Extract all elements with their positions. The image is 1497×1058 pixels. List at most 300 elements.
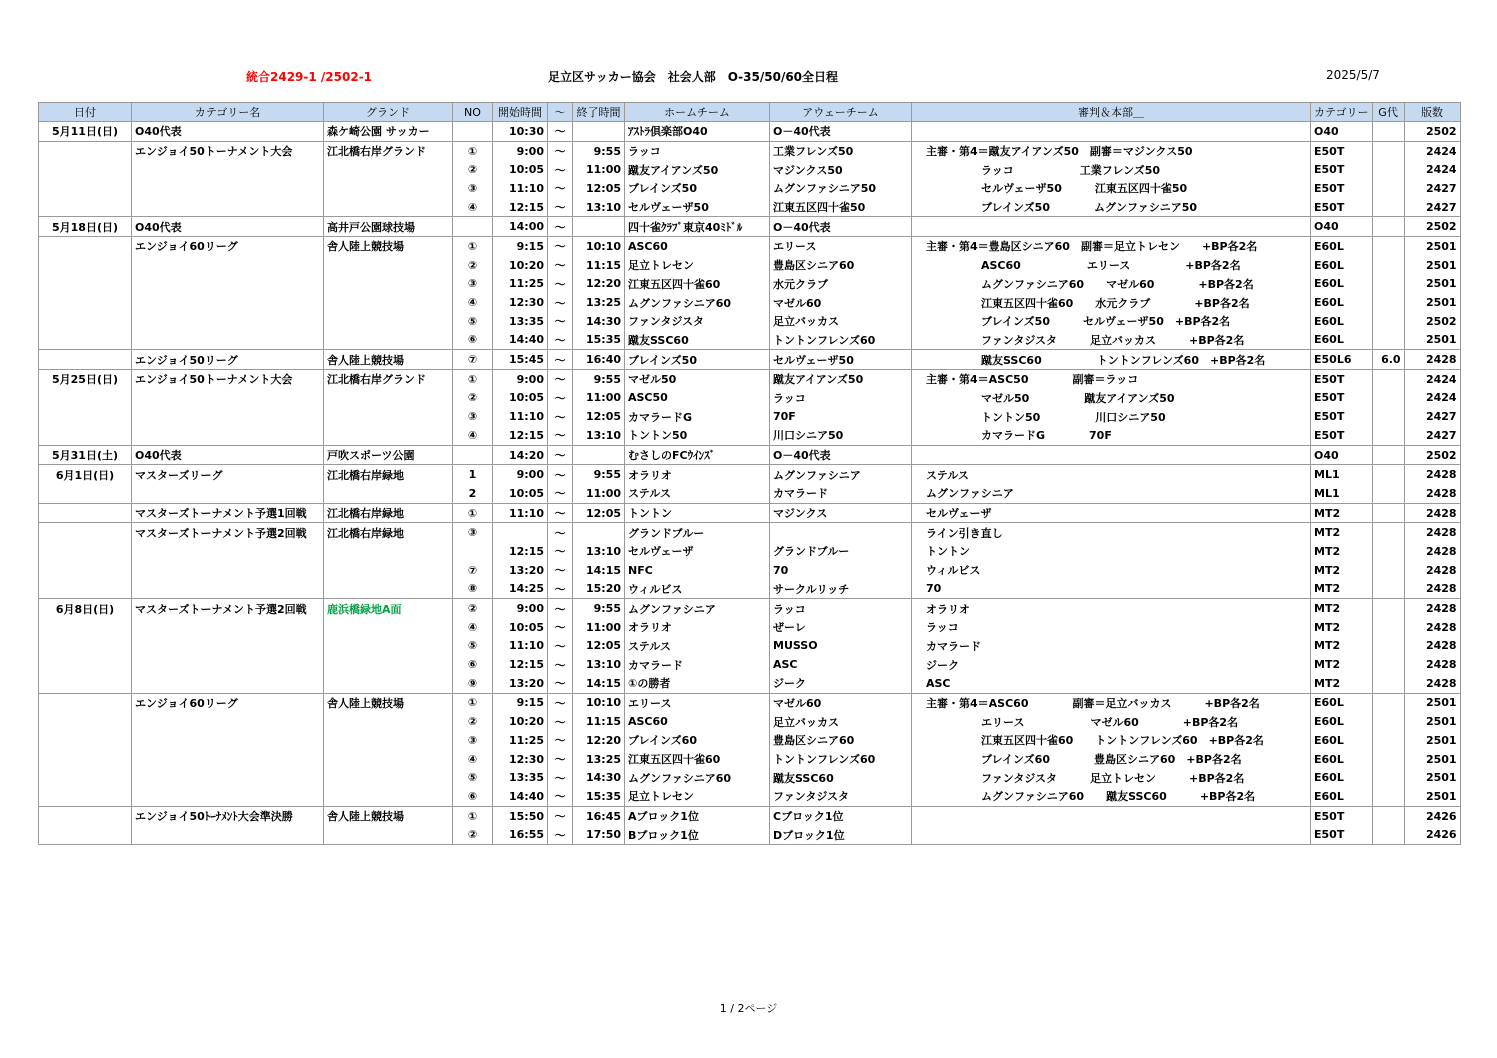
start-time-cell: 9:15: [493, 693, 548, 712]
away-team-cell: O－40代表: [770, 445, 912, 465]
referee-cell: エリース マゼル60 +BP各2名: [912, 712, 1311, 731]
referee-cell: カマラード: [912, 637, 1311, 656]
date-cell: [39, 523, 132, 542]
category-code-cell: E60L: [1311, 787, 1373, 806]
g-fee-cell: [1372, 407, 1404, 426]
date-cell: [39, 655, 132, 674]
table-row: [39, 465, 1461, 484]
ground-cell: [324, 389, 453, 408]
version-cell: 2428: [1404, 350, 1460, 370]
end-time-cell: [573, 217, 625, 237]
end-time-cell: 15:35: [573, 331, 625, 350]
away-team-cell: 蹴友アイアンズ50: [770, 369, 912, 388]
version-cell: 2427: [1404, 407, 1460, 426]
away-team-cell: ムグンファシニア50: [770, 179, 912, 198]
home-team-cell: ムグンファシニア: [625, 599, 770, 618]
start-time-cell: 12:15: [493, 655, 548, 674]
g-fee-cell: [1372, 750, 1404, 769]
match-no-cell: [453, 542, 493, 561]
table-row: [39, 523, 1461, 542]
away-team-cell: 足立バッカス: [770, 712, 912, 731]
tilde-cell: ～: [548, 712, 573, 731]
col-header: ～: [548, 103, 573, 122]
home-team-cell: ①の勝者: [625, 674, 770, 693]
g-fee-cell: [1372, 426, 1404, 445]
home-team-cell: グランドブルー: [625, 523, 770, 542]
date-cell: [39, 787, 132, 806]
away-team-cell: ラッコ: [770, 389, 912, 408]
start-time-cell: 10:05: [493, 160, 548, 179]
version-cell: 2501: [1404, 256, 1460, 275]
g-fee-cell: [1372, 198, 1404, 217]
match-no-cell: ⑥: [453, 787, 493, 806]
home-team-cell: カマラード: [625, 655, 770, 674]
date-cell: [39, 580, 132, 599]
date-cell: 5月11日(日): [39, 122, 132, 142]
tilde-cell: ～: [548, 445, 573, 465]
g-fee-cell: [1372, 787, 1404, 806]
match-no-cell: ①: [453, 806, 493, 825]
category-code-cell: E60L: [1311, 312, 1373, 331]
table-row: [39, 806, 1461, 825]
away-team-cell: 70: [770, 561, 912, 580]
match-no-cell: ③: [453, 275, 493, 294]
match-no-cell: ⑧: [453, 580, 493, 599]
start-time-cell: 10:05: [493, 618, 548, 637]
referee-cell: ブレインズ50 ムグンファシニア50: [912, 198, 1311, 217]
version-cell: 2501: [1404, 787, 1460, 806]
ground-cell: [324, 637, 453, 656]
start-time-cell: 9:00: [493, 369, 548, 388]
category-code-cell: E50L6: [1311, 350, 1373, 370]
start-time-cell: 9:00: [493, 465, 548, 484]
end-time-cell: 14:15: [573, 561, 625, 580]
start-time-cell: 14:40: [493, 787, 548, 806]
category-code-cell: MT2: [1311, 580, 1373, 599]
date-cell: [39, 768, 132, 787]
version-cell: 2428: [1404, 618, 1460, 637]
end-time-cell: 11:00: [573, 618, 625, 637]
document-date: 2025/5/7: [1326, 68, 1380, 82]
table-row: [39, 198, 1461, 217]
tilde-cell: ～: [548, 389, 573, 408]
ground-cell: [324, 580, 453, 599]
version-cell: 2428: [1404, 599, 1460, 618]
referee-cell: ラッコ: [912, 618, 1311, 637]
category-code-cell: E50T: [1311, 160, 1373, 179]
home-team-cell: ｱｽﾄﾗ倶楽部O40: [625, 122, 770, 142]
date-cell: 6月8日(日): [39, 599, 132, 618]
table-row: [39, 350, 1461, 370]
match-no-cell: ⑥: [453, 655, 493, 674]
away-team-cell: 豊島区シニア60: [770, 731, 912, 750]
home-team-cell: ムグンファシニア60: [625, 293, 770, 312]
date-cell: [39, 237, 132, 256]
tilde-cell: ～: [548, 256, 573, 275]
category-code-cell: E50T: [1311, 825, 1373, 844]
category-code-cell: O40: [1311, 445, 1373, 465]
end-time-cell: 16:40: [573, 350, 625, 370]
tilde-cell: ～: [548, 407, 573, 426]
date-cell: [39, 350, 132, 370]
end-time-cell: [573, 122, 625, 142]
home-team-cell: ASC60: [625, 712, 770, 731]
table-row: [39, 293, 1461, 312]
end-time-cell: 12:05: [573, 637, 625, 656]
version-cell: 2428: [1404, 580, 1460, 599]
tilde-cell: ～: [548, 768, 573, 787]
referee-cell: 江東五区四十雀60 トントンフレンズ60 +BP各2名: [912, 731, 1311, 750]
version-cell: 2501: [1404, 275, 1460, 294]
category-cell: [132, 637, 324, 656]
tilde-cell: ～: [548, 369, 573, 388]
table-row: [39, 674, 1461, 693]
referee-cell: トントン50 川口シニア50: [912, 407, 1311, 426]
g-fee-cell: [1372, 503, 1404, 523]
tilde-cell: ～: [548, 237, 573, 256]
end-time-cell: 9:55: [573, 465, 625, 484]
g-fee-cell: [1372, 599, 1404, 618]
category-code-cell: O40: [1311, 217, 1373, 237]
date-cell: [39, 275, 132, 294]
referee-cell: 主審・第4＝蹴友アイアンズ50 副審＝マジンクス50: [912, 141, 1311, 160]
date-cell: [39, 618, 132, 637]
home-team-cell: Aブロック1位: [625, 806, 770, 825]
g-fee-cell: [1372, 637, 1404, 656]
ground-cell: [324, 484, 453, 503]
category-cell: [132, 674, 324, 693]
home-team-cell: ウィルビス: [625, 580, 770, 599]
referee-cell: カマラードG 70F: [912, 426, 1311, 445]
category-cell: マスターズリーグ: [132, 465, 324, 484]
referee-cell: 70: [912, 580, 1311, 599]
home-team-cell: むさしのFCｳｲﾝｽﾞ: [625, 445, 770, 465]
end-time-cell: 16:45: [573, 806, 625, 825]
table-row: [39, 160, 1461, 179]
start-time-cell: 11:10: [493, 503, 548, 523]
category-cell: [132, 484, 324, 503]
category-cell: エンジョイ60リーグ: [132, 237, 324, 256]
away-team-cell: Dブロック1位: [770, 825, 912, 844]
match-no-cell: ③: [453, 523, 493, 542]
date-cell: [39, 750, 132, 769]
table-row: [39, 750, 1461, 769]
date-cell: 6月1日(日): [39, 465, 132, 484]
date-cell: [39, 141, 132, 160]
category-code-cell: MT2: [1311, 561, 1373, 580]
table-row: [39, 580, 1461, 599]
version-cell: 2427: [1404, 426, 1460, 445]
start-time-cell: 12:30: [493, 750, 548, 769]
document-title: 足立区サッカー協会 社会人部 O-35/50/60全日程: [548, 70, 839, 84]
referee-cell: 蹴友SSC60 トントンフレンズ60 +BP各2名: [912, 350, 1311, 370]
start-time-cell: 11:10: [493, 407, 548, 426]
match-no-cell: ⑦: [453, 350, 493, 370]
match-no-cell: 1: [453, 465, 493, 484]
tilde-cell: ～: [548, 312, 573, 331]
away-team-cell: Cブロック1位: [770, 806, 912, 825]
away-team-cell: ファンタジスタ: [770, 787, 912, 806]
ground-cell: 江北橋右岸緑地: [324, 465, 453, 484]
ground-cell: 江北橋右岸緑地: [324, 503, 453, 523]
referee-cell: オラリオ: [912, 599, 1311, 618]
version-cell: 2502: [1404, 217, 1460, 237]
version-cell: 2502: [1404, 445, 1460, 465]
home-team-cell: セルヴェーザ: [625, 542, 770, 561]
ground-cell: [324, 787, 453, 806]
home-team-cell: ラッコ: [625, 141, 770, 160]
table-row: [39, 503, 1461, 523]
home-team-cell: オラリオ: [625, 465, 770, 484]
referee-cell: マゼル50 蹴友アイアンズ50: [912, 389, 1311, 408]
end-time-cell: 11:15: [573, 712, 625, 731]
home-team-cell: ステルス: [625, 637, 770, 656]
col-header: 審判＆本部＿: [912, 103, 1311, 122]
version-cell: 2501: [1404, 731, 1460, 750]
ground-cell: 舎人陸上競技場: [324, 693, 453, 712]
end-time-cell: 12:05: [573, 503, 625, 523]
date-cell: 5月25日(日): [39, 369, 132, 388]
start-time-cell: 10:05: [493, 484, 548, 503]
away-team-cell: トントンフレンズ60: [770, 331, 912, 350]
ground-cell: [324, 731, 453, 750]
tilde-cell: ～: [548, 787, 573, 806]
g-fee-cell: [1372, 523, 1404, 542]
version-cell: 2428: [1404, 465, 1460, 484]
version-cell: 2427: [1404, 179, 1460, 198]
end-time-cell: 10:10: [573, 693, 625, 712]
col-header: G代: [1372, 103, 1404, 122]
g-fee-cell: [1372, 122, 1404, 142]
g-fee-cell: [1372, 693, 1404, 712]
table-row: [39, 445, 1461, 465]
referee-cell: ASC60 エリース +BP各2名: [912, 256, 1311, 275]
category-code-cell: ML1: [1311, 465, 1373, 484]
category-cell: [132, 407, 324, 426]
match-no-cell: ⑥: [453, 331, 493, 350]
category-code-cell: MT2: [1311, 523, 1373, 542]
referee-cell: ムグンファシニア: [912, 484, 1311, 503]
tilde-cell: ～: [548, 293, 573, 312]
version-cell: 2501: [1404, 331, 1460, 350]
ground-cell: 鹿浜橋緑地A面: [324, 599, 453, 618]
ground-cell: [324, 655, 453, 674]
end-time-cell: 12:20: [573, 731, 625, 750]
version-cell: 2428: [1404, 674, 1460, 693]
referee-cell: ムグンファシニア60 マゼル60 +BP各2名: [912, 275, 1311, 294]
category-cell: [132, 750, 324, 769]
away-team-cell: O－40代表: [770, 217, 912, 237]
start-time-cell: 15:50: [493, 806, 548, 825]
referee-cell: [912, 217, 1311, 237]
date-cell: [39, 426, 132, 445]
version-cell: 2502: [1404, 312, 1460, 331]
g-fee-cell: [1372, 655, 1404, 674]
ground-cell: 高井戸公園球技場: [324, 217, 453, 237]
referee-cell: [912, 825, 1311, 844]
g-fee-cell: [1372, 369, 1404, 388]
version-cell: 2428: [1404, 637, 1460, 656]
category-cell: [132, 179, 324, 198]
category-cell: [132, 561, 324, 580]
g-fee-cell: [1372, 465, 1404, 484]
version-cell: 2424: [1404, 141, 1460, 160]
table-row: [39, 787, 1461, 806]
referee-cell: ジーク: [912, 655, 1311, 674]
ground-cell: [324, 312, 453, 331]
g-fee-cell: [1372, 561, 1404, 580]
start-time-cell: 9:15: [493, 237, 548, 256]
start-time-cell: 14:40: [493, 331, 548, 350]
category-code-cell: E50T: [1311, 426, 1373, 445]
col-header: カテゴリー名: [132, 103, 324, 122]
table-row: [39, 122, 1461, 142]
version-cell: 2426: [1404, 806, 1460, 825]
home-team-cell: NFC: [625, 561, 770, 580]
start-time-cell: 9:00: [493, 141, 548, 160]
end-time-cell: 17:50: [573, 825, 625, 844]
home-team-cell: 蹴友アイアンズ50: [625, 160, 770, 179]
end-time-cell: 15:35: [573, 787, 625, 806]
home-team-cell: ASC50: [625, 389, 770, 408]
match-no-cell: ③: [453, 731, 493, 750]
end-time-cell: 14:30: [573, 312, 625, 331]
end-time-cell: 12:20: [573, 275, 625, 294]
end-time-cell: 12:05: [573, 179, 625, 198]
home-team-cell: ブレインズ50: [625, 179, 770, 198]
end-time-cell: 14:15: [573, 674, 625, 693]
date-cell: [39, 331, 132, 350]
date-cell: [39, 806, 132, 825]
ground-cell: [324, 160, 453, 179]
match-no-cell: ⑤: [453, 637, 493, 656]
end-time-cell: 13:10: [573, 426, 625, 445]
category-code-cell: E50T: [1311, 806, 1373, 825]
home-team-cell: Bブロック1位: [625, 825, 770, 844]
home-team-cell: ムグンファシニア60: [625, 768, 770, 787]
version-cell: 2501: [1404, 693, 1460, 712]
version-cell: 2428: [1404, 503, 1460, 523]
category-code-cell: E50T: [1311, 369, 1373, 388]
start-time-cell: 13:20: [493, 674, 548, 693]
away-team-cell: [770, 523, 912, 542]
start-time-cell: 13:20: [493, 561, 548, 580]
start-time-cell: 11:25: [493, 275, 548, 294]
category-code-cell: E50T: [1311, 198, 1373, 217]
category-code-cell: E60L: [1311, 731, 1373, 750]
date-cell: [39, 389, 132, 408]
document-code: 統合2429-1 /2502-1: [246, 70, 373, 84]
date-cell: [39, 693, 132, 712]
g-fee-cell: [1372, 580, 1404, 599]
tilde-cell: ～: [548, 618, 573, 637]
category-cell: エンジョイ50トーナメント大会: [132, 369, 324, 388]
match-no-cell: ⑤: [453, 312, 493, 331]
match-no-cell: ②: [453, 160, 493, 179]
category-cell: [132, 580, 324, 599]
start-time-cell: 9:00: [493, 599, 548, 618]
category-cell: [132, 256, 324, 275]
end-time-cell: [573, 445, 625, 465]
tilde-cell: ～: [548, 655, 573, 674]
away-team-cell: ぜーレ: [770, 618, 912, 637]
version-cell: 2501: [1404, 768, 1460, 787]
ground-cell: 江北橋右岸緑地: [324, 523, 453, 542]
home-team-cell: トントン50: [625, 426, 770, 445]
category-code-cell: MT2: [1311, 542, 1373, 561]
ground-cell: [324, 293, 453, 312]
table-row: [39, 825, 1461, 844]
category-code-cell: E60L: [1311, 293, 1373, 312]
home-team-cell: カマラードG: [625, 407, 770, 426]
version-cell: 2501: [1404, 712, 1460, 731]
home-team-cell: ブレインズ50: [625, 350, 770, 370]
col-header: 終了時間: [573, 103, 625, 122]
date-cell: [39, 179, 132, 198]
home-team-cell: 足立トレセン: [625, 787, 770, 806]
version-cell: 2428: [1404, 523, 1460, 542]
referee-cell: 江東五区四十雀60 水元クラブ +BP各2名: [912, 293, 1311, 312]
start-time-cell: 10:20: [493, 712, 548, 731]
version-cell: 2502: [1404, 122, 1460, 142]
match-no-cell: ②: [453, 825, 493, 844]
g-fee-cell: [1372, 825, 1404, 844]
table-row: [39, 712, 1461, 731]
category-code-cell: MT2: [1311, 674, 1373, 693]
tilde-cell: ～: [548, 750, 573, 769]
home-team-cell: エリース: [625, 693, 770, 712]
date-cell: [39, 712, 132, 731]
tilde-cell: ～: [548, 179, 573, 198]
match-no-cell: ④: [453, 426, 493, 445]
away-team-cell: 水元クラブ: [770, 275, 912, 294]
start-time-cell: 14:20: [493, 445, 548, 465]
end-time-cell: 13:10: [573, 655, 625, 674]
away-team-cell: O－40代表: [770, 122, 912, 142]
referee-cell: トントン: [912, 542, 1311, 561]
away-team-cell: 江東五区四十雀50: [770, 198, 912, 217]
ground-cell: 舎人陸上競技場: [324, 350, 453, 370]
home-team-cell: トントン: [625, 503, 770, 523]
tilde-cell: ～: [548, 561, 573, 580]
table-row: [39, 731, 1461, 750]
col-header: NO: [453, 103, 493, 122]
away-team-cell: ASC: [770, 655, 912, 674]
tilde-cell: ～: [548, 542, 573, 561]
home-team-cell: 蹴友SSC60: [625, 331, 770, 350]
table-header-row: [39, 103, 1461, 122]
g-fee-cell: [1372, 293, 1404, 312]
start-time-cell: 15:45: [493, 350, 548, 370]
category-cell: [132, 787, 324, 806]
away-team-cell: 足立バッカス: [770, 312, 912, 331]
category-cell: O40代表: [132, 122, 324, 142]
category-cell: マスターズトーナメント予選2回戦: [132, 599, 324, 618]
away-team-cell: ジーク: [770, 674, 912, 693]
match-no-cell: ⑨: [453, 674, 493, 693]
away-team-cell: グランドブルー: [770, 542, 912, 561]
col-header: 開始時間: [493, 103, 548, 122]
referee-cell: 主審・第4＝ASC60 副審＝足立バッカス +BP各2名: [912, 693, 1311, 712]
ground-cell: [324, 674, 453, 693]
home-team-cell: ファンタジスタ: [625, 312, 770, 331]
tilde-cell: ～: [548, 599, 573, 618]
start-time-cell: 14:00: [493, 217, 548, 237]
category-code-cell: E60L: [1311, 256, 1373, 275]
g-fee-cell: [1372, 712, 1404, 731]
match-no-cell: ③: [453, 407, 493, 426]
category-cell: [132, 712, 324, 731]
